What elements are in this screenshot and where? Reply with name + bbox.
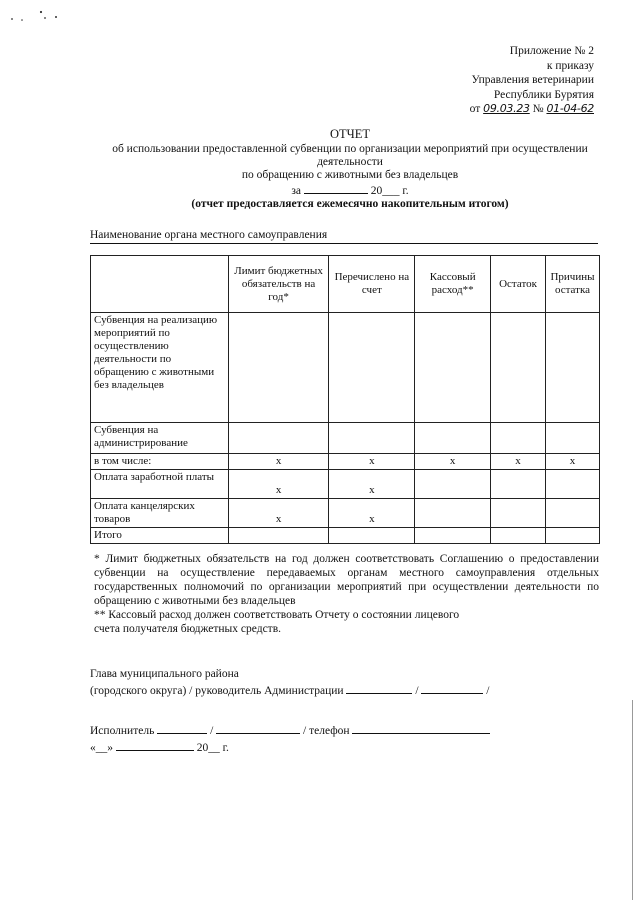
executor-date-line: [90, 739, 610, 756]
executor-block: [90, 722, 610, 756]
table-row: [91, 454, 600, 470]
phone-blank: [352, 722, 490, 734]
signature-block: [90, 666, 610, 699]
table-row: [91, 528, 600, 544]
table-cell: [329, 528, 415, 544]
table-cell: x: [415, 454, 491, 470]
handwritten-number: 01-04-62: [546, 102, 594, 115]
date-day: «__»: [90, 742, 113, 754]
table-cell: x: [329, 454, 415, 470]
signatory-subtitle: (городского округа) / руководитель Администрации: [90, 685, 344, 697]
title-line: об использовании предоставленной субвенции по организации мероприятий при осуществлении: [112, 143, 588, 155]
appendix-block: [394, 44, 594, 117]
table-cell: [415, 423, 491, 454]
row-label: в том числе:: [91, 454, 229, 470]
table-row: [91, 423, 600, 454]
footnotes: [94, 552, 599, 636]
report-table: [90, 255, 600, 544]
appendix-line: Управления ветеринарии: [471, 74, 594, 86]
signature-blank: [346, 682, 412, 694]
phone-label: / телефон: [303, 725, 350, 737]
footnote-limit: * Лимит бюджетных обязательств на год должен соответствовать Соглашению о предоставлении субвенции на осуществление передаваемых органам местного самоуправления отдельных государственных полномочий по организации мероприятий при осуществлении деятельности по обращению с животными без владельцев: [94, 553, 599, 607]
table-header-row: [91, 256, 600, 313]
table-cell: [545, 499, 599, 528]
title-line: по обращению с животными без владельцев: [241, 169, 459, 181]
scan-edge-line: [632, 700, 636, 900]
table-cell: x: [228, 499, 329, 528]
table-cell: [491, 313, 546, 423]
table-cell: [415, 313, 491, 423]
table-row: [91, 470, 600, 499]
table-cell: [329, 423, 415, 454]
from-label: от: [469, 103, 481, 115]
name-blank: [421, 682, 483, 694]
date-year: 20__ г.: [196, 742, 229, 754]
table-cell: [545, 313, 599, 423]
period-prefix: за: [291, 185, 301, 197]
report-title-block: [60, 128, 640, 211]
appendix-line: к приказу: [546, 59, 594, 72]
number-label: №: [532, 103, 544, 115]
title-line: деятельности: [317, 156, 383, 168]
header-cell: Остаток: [491, 256, 546, 313]
org-name-label: Наименование органа местного самоуправления: [90, 229, 328, 241]
table-cell: [491, 470, 546, 499]
executor-line: [90, 722, 610, 739]
table-cell: [545, 470, 599, 499]
row-label: Оплата канцелярских товаров: [91, 499, 229, 528]
executor-name-blank: [216, 722, 300, 734]
org-name-field: [90, 229, 598, 244]
table-cell: [415, 528, 491, 544]
appendix-line: Приложение № 2: [509, 45, 594, 57]
slash: /: [210, 725, 214, 737]
header-cell: [91, 256, 229, 313]
table-row: [91, 499, 600, 528]
table-cell: [329, 313, 415, 423]
row-label: Субвенция на реализацию мероприятий по осуществлению деятельности по обращению с животными без владельцев: [91, 313, 229, 423]
table-cell: x: [329, 499, 415, 528]
date-month-blank: [116, 739, 194, 751]
table-cell: [491, 423, 546, 454]
table-cell: [491, 499, 546, 528]
handwritten-date: 09.03.23: [483, 102, 530, 115]
table-cell: [228, 313, 329, 423]
row-label: Итого: [91, 528, 229, 544]
report-heading: ОТЧЕТ: [329, 127, 371, 141]
footnote-cash-line2: счета получателя бюджетных средств.: [94, 623, 282, 635]
period-line: [60, 182, 640, 198]
order-ref-line: [394, 102, 594, 117]
slash: /: [486, 685, 490, 697]
header-cell: Кассовый расход**: [415, 256, 491, 313]
header-cell: Лимит бюджетных обязательств на год*: [228, 256, 329, 313]
period-blank: [304, 182, 368, 194]
executor-label: Исполнитель: [90, 725, 155, 737]
table-cell: x: [545, 454, 599, 470]
table-cell: [415, 499, 491, 528]
table-cell: [228, 528, 329, 544]
footnote-cash-line1: ** Кассовый расход должен соответствовать Отчету о состоянии лицевого: [94, 609, 460, 621]
table-cell: x: [491, 454, 546, 470]
executor-sign-blank: [157, 722, 207, 734]
slash: /: [415, 685, 419, 697]
table-cell: [545, 528, 599, 544]
table-cell: [491, 528, 546, 544]
table-cell: x: [228, 470, 329, 499]
header-cell: Причины остатка: [545, 256, 599, 313]
signatory-line: [90, 682, 610, 699]
header-cell: Перечислено на счет: [329, 256, 415, 313]
signatory-title: Глава муниципального района: [90, 668, 239, 680]
row-label: Субвенция на администрирование: [91, 423, 229, 454]
appendix-line: Республики Бурятия: [493, 88, 594, 101]
report-note: (отчет предоставляется ежемесячно накопительным итогом): [191, 198, 509, 210]
table-row: [91, 313, 600, 423]
table-cell: [228, 423, 329, 454]
table-cell: [545, 423, 599, 454]
table-cell: x: [329, 470, 415, 499]
period-year: 20___ г.: [370, 185, 409, 197]
table-cell: [415, 470, 491, 499]
table-cell: x: [228, 454, 329, 470]
scan-specks: [8, 6, 68, 26]
row-label: Оплата заработной платы: [91, 470, 229, 499]
